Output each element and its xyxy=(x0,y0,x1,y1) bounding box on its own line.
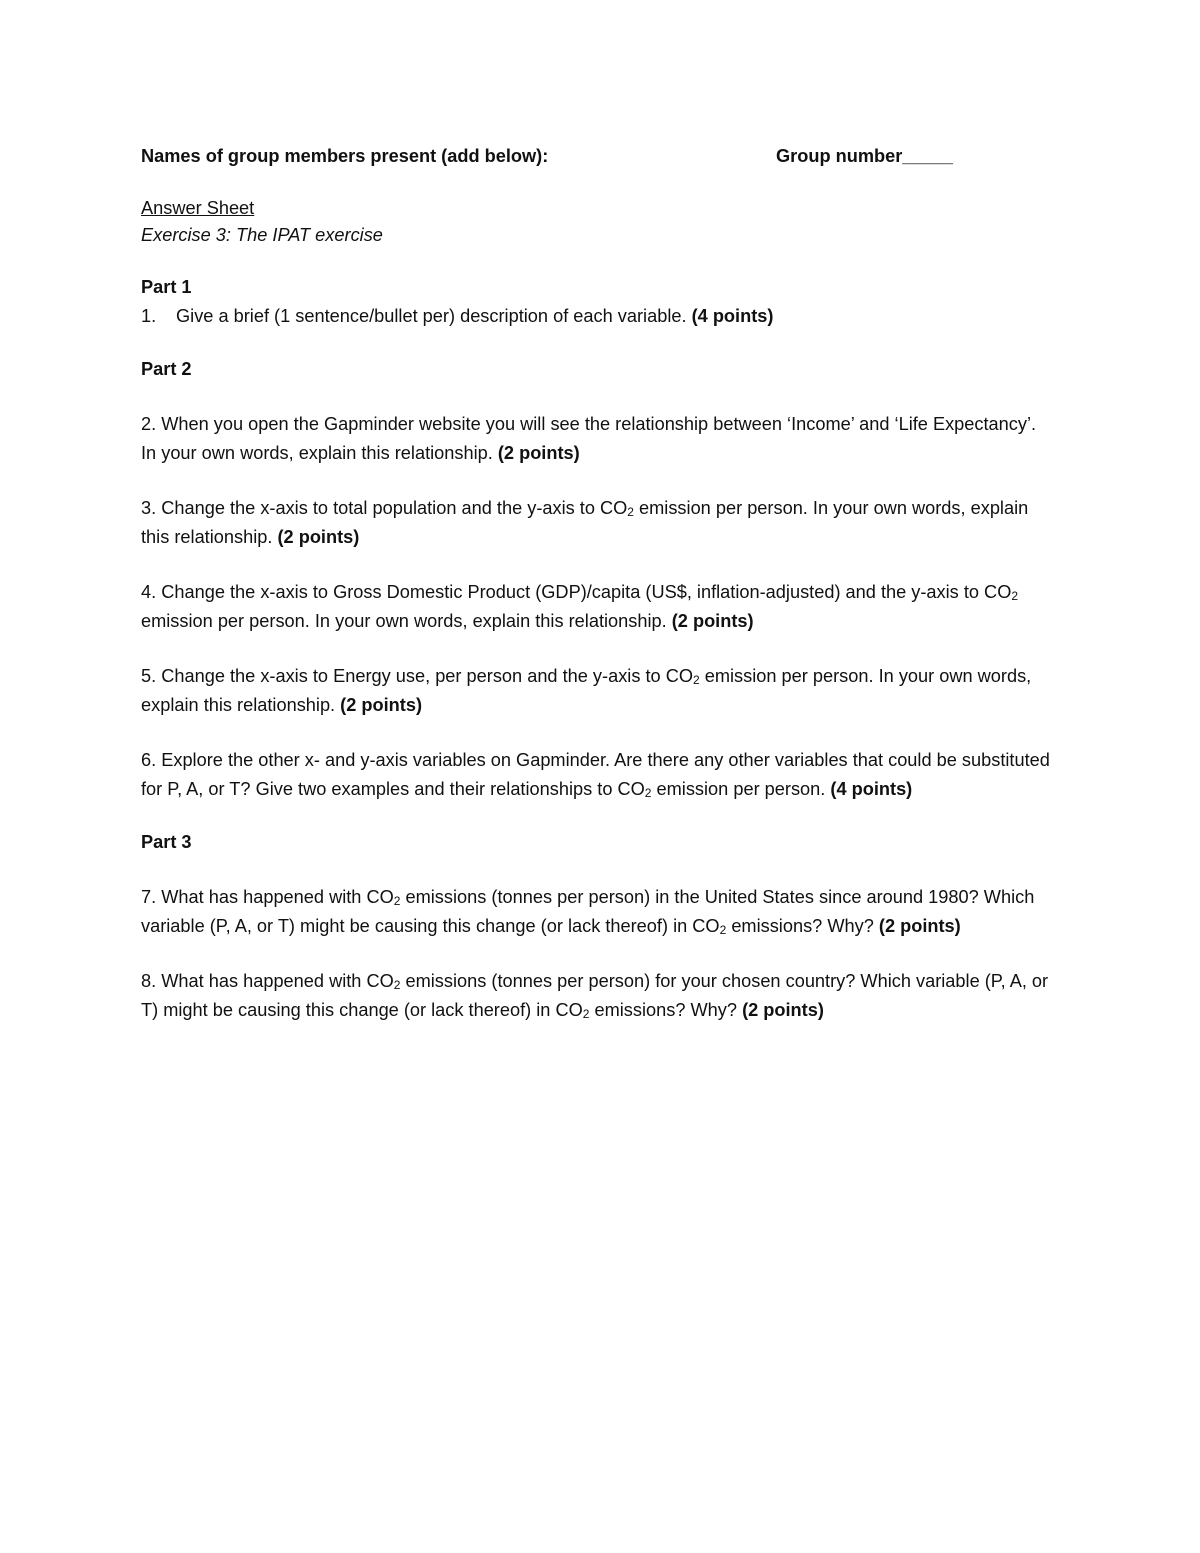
question-1 xyxy=(141,302,1056,331)
question-7-text-c: emissions? Why? xyxy=(726,916,879,936)
question-1-text: Give a brief (1 sentence/bullet per) description of each variable. xyxy=(176,306,692,326)
question-5-text-a: 5. Change the x-axis to Energy use, per person and the y-axis to CO xyxy=(141,666,693,686)
part2-heading: Part 2 xyxy=(141,359,192,379)
answer-sheet-title: Answer Sheet xyxy=(141,198,255,218)
question-5 xyxy=(141,662,1056,720)
question-8-subscript-2: 2 xyxy=(582,1007,590,1021)
question-3-text-b: emission per person. In your own words, explain this relationship. xyxy=(141,498,1029,547)
question-7 xyxy=(141,883,1056,941)
question-7-subscript-1: 2 xyxy=(393,894,401,908)
question-7-points: (2 points) xyxy=(878,916,961,936)
header-row xyxy=(141,142,1056,171)
part1-heading: Part 1 xyxy=(141,277,192,297)
question-1-points: (4 points) xyxy=(691,306,774,326)
question-6-text-b: emission per person. xyxy=(651,779,831,799)
question-8-text-c: emissions? Why? xyxy=(589,1000,743,1020)
question-8-subscript-1: 2 xyxy=(393,978,401,992)
question-4-text-b: emission per person. In your own words, explain this relationship. xyxy=(141,611,672,631)
question-3-subscript: 2 xyxy=(627,505,634,519)
exercise-title: Exercise 3: The IPAT exercise xyxy=(141,225,383,245)
question-2-text: 2. When you open the Gapminder website you will see the relationship between ‘Income’ and ‘Life Expectancy’. In your own words, explain this relationship. xyxy=(141,414,1037,463)
question-8-text-b: emissions (tonnes per person) for your chosen country? Which variable (P, A, or T) might be causing this change (or lack thereof) in CO xyxy=(141,971,1049,1020)
question-5-points: (2 points) xyxy=(340,695,423,715)
question-8 xyxy=(141,967,1056,1025)
question-2-points: (2 points) xyxy=(497,443,580,463)
question-3-points: (2 points) xyxy=(277,527,360,547)
question-4-subscript: 2 xyxy=(1011,589,1019,603)
question-6-subscript: 2 xyxy=(644,786,652,800)
question-6-text-a: 6. Explore the other x- and y-axis variables on Gapminder. Are there any other variables that could be substituted for P, A, or T? Give two examples and their relationships to CO xyxy=(141,750,1050,799)
part3-heading: Part 3 xyxy=(141,832,192,852)
question-6 xyxy=(141,746,1056,804)
question-1-number: 1. xyxy=(141,306,157,326)
question-7-text-a: 7. What has happened with CO xyxy=(141,887,394,907)
question-5-text-b: emission per person. In your own words, explain this relationship. xyxy=(141,666,1032,715)
question-3 xyxy=(141,494,1056,552)
question-4-text-a: 4. Change the x-axis to Gross Domestic Product (GDP)/capita (US$, inflation-adjusted) and the y-axis to CO xyxy=(141,582,1012,602)
question-5-subscript: 2 xyxy=(692,673,700,687)
question-4 xyxy=(141,578,1056,636)
question-2 xyxy=(141,410,1056,468)
question-6-points: (4 points) xyxy=(830,779,913,799)
question-7-subscript-2: 2 xyxy=(719,923,727,937)
question-8-text-a: 8. What has happened with CO xyxy=(141,971,394,991)
group-number-label: Group number_____ xyxy=(776,146,953,166)
document-content xyxy=(141,142,1056,1025)
question-3-text-a: 3. Change the x-axis to total population and the y-axis to CO xyxy=(141,498,628,518)
question-7-text-b: emissions (tonnes per person) in the United States since around 1980? Which variable (P, A, or T) might be causing this change (or lack thereof) in CO xyxy=(141,887,1035,936)
names-label: Names of group members present (add below): xyxy=(141,146,549,166)
question-4-points: (2 points) xyxy=(671,611,754,631)
question-8-points: (2 points) xyxy=(742,1000,824,1020)
